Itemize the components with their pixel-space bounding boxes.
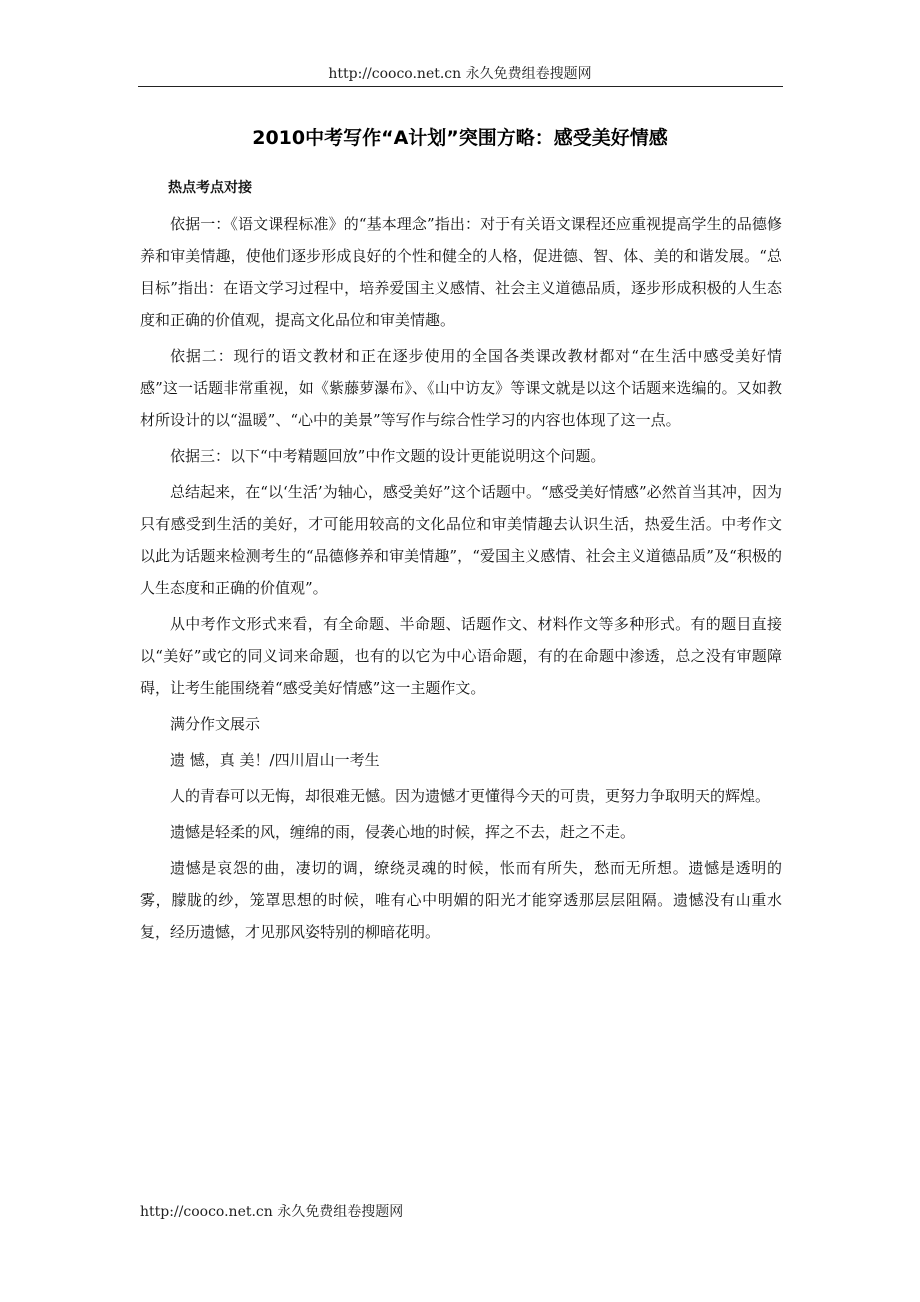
paragraph-forms: 从中考作文形式来看，有全命题、半命题、话题作文、材料作文等多种形式。有的题目直接以“美好”或它的同义词来命题，也有的以它为中心语命题，有的在命题中渗透，总之没有审题障碍，让考生能围绕着“感受美好情感”这一主题作文。: [140, 615, 782, 697]
page-header: http://cooco.net.cn 永久免费组卷搜题网: [328, 66, 592, 82]
section-heading-showcase: 满分作文展示: [170, 715, 261, 733]
document-title: 2010中考写作“A计划”突围方略：感受美好情感: [252, 127, 668, 149]
paragraph-basis-two: 依据二：现行的语文教材和正在逐步使用的全国各类课改教材都对“在生活中感受美好情感”这一话题非常重视，如《紫藤萝瀑布》、《山中访友》等课文就是以这个话题来选编的。又如教材所设计的以“温暖”、“心中的美景”等写作与综合性学习的内容也体现了这一点。: [140, 347, 782, 429]
essay-paragraph: 人的青春可以无悔，却很难无憾。因为遗憾才更懂得今天的可贵，更努力争取明天的辉煌。: [170, 787, 771, 805]
document-body: [140, 172, 782, 952]
essay-paragraph: 遗憾是轻柔的风，缠绵的雨，侵袭心地的时候，挥之不去，赶之不走。: [170, 823, 636, 841]
section-heading-hotspot: 热点考点对接: [168, 180, 252, 196]
paragraph-summary: 总结起来，在“以‘生活’为轴心，感受美好”这个话题中。“感受美好情感”必然首当其冲，因为只有感受到生活的美好，才可能用较高的文化品位和审美情趣去认识生活，热爱生活。中考作文以此为话题来检测考生的“品德修养和审美情趣”，“爱国主义感情、社会主义道德品质”及“积极的人生态度和正确的价值观”。: [140, 483, 782, 597]
header-divider: [138, 86, 783, 87]
paragraph-basis-three: 依据三：以下“中考精题回放”中作文题的设计更能说明这个问题。: [170, 447, 606, 465]
page-footer: http://cooco.net.cn 永久免费组卷搜题网: [140, 1204, 404, 1220]
essay-title: 遗 憾，真 美！/四川眉山一考生: [170, 751, 380, 769]
paragraph-basis-one: 依据一：《语文课程标准》的“基本理念”指出：对于有关语文课程还应重视提高学生的品德修养和审美情趣，使他们逐步形成良好的个性和健全的人格，促进德、智、体、美的和谐发展。“总目标”指出：在语文学习过程中，培养爱国主义感情、社会主义道德品质，逐步形成积极的人生态度和正确的价值观，提高文化品位和审美情趣。: [140, 215, 782, 329]
essay-paragraph: 遗憾是哀怨的曲，凄切的调，缭绕灵魂的时候，怅而有所失，愁而无所想。遗憾是透明的雾，朦胧的纱，笼罩思想的时候，唯有心中明媚的阳光才能穿透那层层阻隔。遗憾没有山重水复，经历遗憾，才见那风姿特别的柳暗花明。: [140, 859, 782, 941]
